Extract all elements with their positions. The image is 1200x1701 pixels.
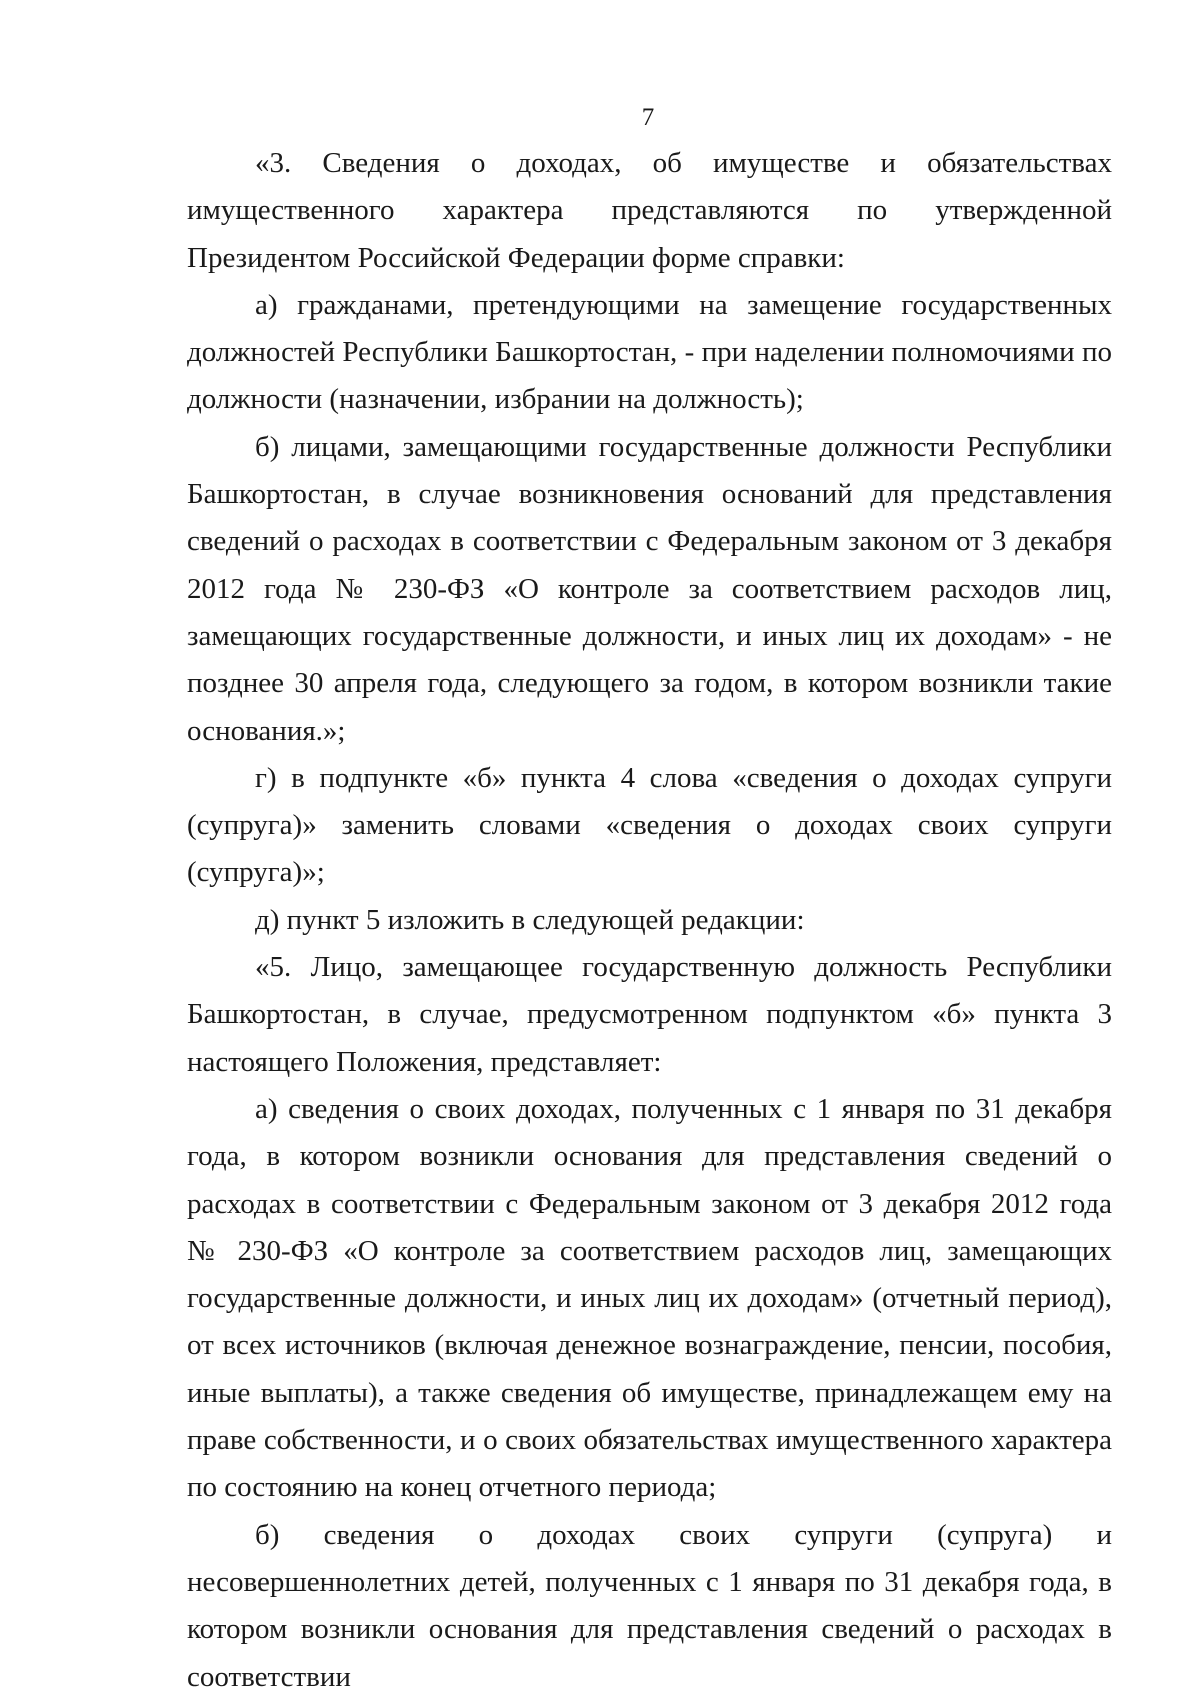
page-number: 7 bbox=[641, 104, 655, 131]
document-body bbox=[187, 140, 1112, 1701]
paragraph-subitem-a: а) гражданами, претендующими на замещение государственных должностей Республики Башкортостан, - при наделении полномочиями по должности (назначении, избрании на должность); bbox=[187, 288, 1112, 416]
paragraph-amendment-d: д) пункт 5 изложить в следующей редакции: bbox=[255, 903, 805, 936]
paragraph-amendment-g: г) в подпункте «б» пункта 4 слова «сведения о доходах супруги (супруга)» заменить словами «сведения о доходах своих супруги (супруга)»; bbox=[187, 761, 1112, 889]
paragraph-item-5-subitem-b: б) сведения о доходах своих супруги (супруга) и несовершеннолетних детей, полученных с 1 января по 31 декабря года, в котором возникли основания для представления сведений о расходах в соответствии bbox=[187, 1518, 1112, 1693]
paragraph-subitem-b: б) лицами, замещающими государственные должности Республики Башкортостан, в случае возникновения оснований для представления сведений о расходах в соответствии с Федеральным законом от 3 декабря 2012 года № 230-ФЗ «О контроле за соответствием расходов лиц, замещающих государственные должности, и иных лиц их доходам» - не позднее 30 апреля года, следующего за годом, в котором возникли такие основания.»; bbox=[187, 430, 1112, 747]
paragraph-item-5: «5. Лицо, замещающее государственную должность Республики Башкортостан, в случае, предусмотренном подпунктом «б» пункта 3 настоящего Положения, представляет: bbox=[187, 951, 1112, 1078]
paragraph-item-5-subitem-a: а) сведения о своих доходах, полученных с 1 января по 31 декабря года, в котором возникли основания для представления сведений о расходах в соответствии с Федеральным законом от 3 декабря 2012 года № 230-ФЗ «О контроле за соответствием расходов лиц, замещающих государственные должности, и иных лиц их доходам» (отчетный период), от всех источников (включая денежное вознаграждение, пенсии, пособия, иные выплаты), а также сведения об имуществе, принадлежащем ему на праве собственности, и о своих обязательствах имущественного характера по состоянию на конец отчетного периода; bbox=[187, 1092, 1112, 1504]
paragraph-item-3: «3. Сведения о доходах, об имуществе и обязательствах имущественного характера представляются по утвержденной Президентом Российской Федерации форме справки: bbox=[187, 147, 1112, 274]
